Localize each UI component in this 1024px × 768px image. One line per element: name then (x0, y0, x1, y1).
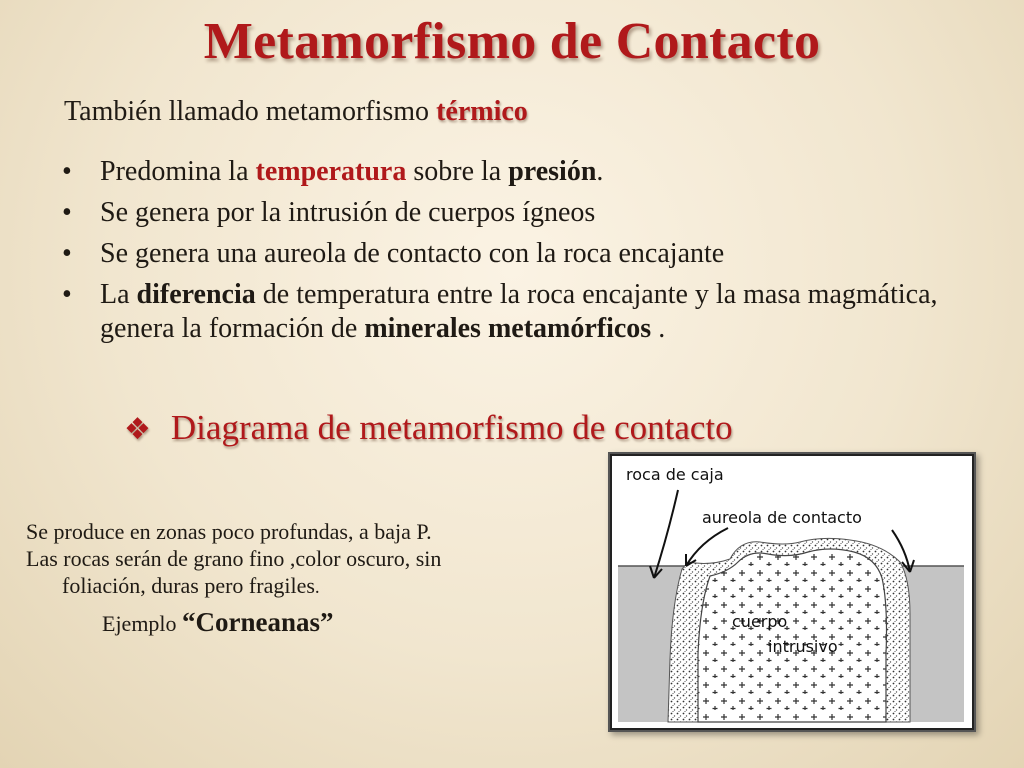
note-line: Las rocas serán de grano fino ,color oscuro, sin (26, 546, 442, 571)
label-body-1: cuerpo (732, 612, 788, 631)
example-value: “Corneanas” (182, 607, 334, 637)
bullet-text: sobre la (406, 156, 509, 187)
diagram-heading (124, 408, 733, 448)
diagram-heading-text: Diagrama de metamorfismo de contacto (170, 408, 733, 447)
slide-title: Metamorfismo de Contacto (203, 13, 821, 70)
bullet-item (58, 237, 968, 271)
diagram-svg (610, 454, 974, 730)
bullet-text: Se genera una aureola de contacto con la roca encajante (100, 238, 725, 269)
bullet-list (58, 155, 968, 353)
bullet-text: Predomina la (100, 156, 256, 187)
bullet-emphasis: diferencia (136, 279, 256, 310)
bullet-text: La (100, 279, 137, 310)
bullet-item (58, 155, 968, 189)
subtitle-prefix: También llamado metamorfismo (64, 96, 437, 127)
arrow-aureole-left (686, 528, 728, 566)
bullet-emphasis: temperatura (255, 156, 407, 187)
note-line: Se produce en zonas poco profundas, a baja P. (26, 519, 432, 544)
bullet-emphasis: minerales metamórficos (364, 313, 652, 344)
bullet-item (58, 278, 968, 346)
bullet-dot: • (62, 279, 72, 310)
diamond-bullet-icon: ❖ (124, 412, 151, 447)
example-line (26, 609, 586, 637)
bullet-text: de temperatura entre la roca encajante y la masa magmática, genera la formación de (100, 279, 938, 344)
bullet-emphasis: presión (508, 156, 597, 187)
bullet-dot: • (62, 156, 72, 187)
example-label: Ejemplo (102, 611, 183, 636)
bullet-item (58, 196, 968, 230)
bullet-dot: • (62, 197, 72, 228)
bullet-text: . (651, 313, 666, 344)
label-host-rock: roca de caja (626, 465, 724, 484)
notes (26, 518, 586, 637)
note-text: foliación, duras pero fragiles (62, 573, 315, 598)
arrow-host-rock (650, 490, 678, 578)
note-text: . (314, 577, 320, 598)
intrusive-body (698, 549, 887, 722)
contact-metamorphism-diagram (608, 452, 976, 732)
subtitle (64, 96, 528, 128)
bullet-text: Se genera por la intrusión de cuerpos ígneos (100, 197, 596, 228)
note-line (26, 572, 586, 601)
bullet-text: . (596, 156, 604, 187)
bullet-dot: • (62, 238, 72, 269)
label-body-2: intrusivo (768, 637, 838, 656)
label-aureole: aureola de contacto (702, 508, 862, 527)
subtitle-highlight: térmico (436, 96, 528, 127)
